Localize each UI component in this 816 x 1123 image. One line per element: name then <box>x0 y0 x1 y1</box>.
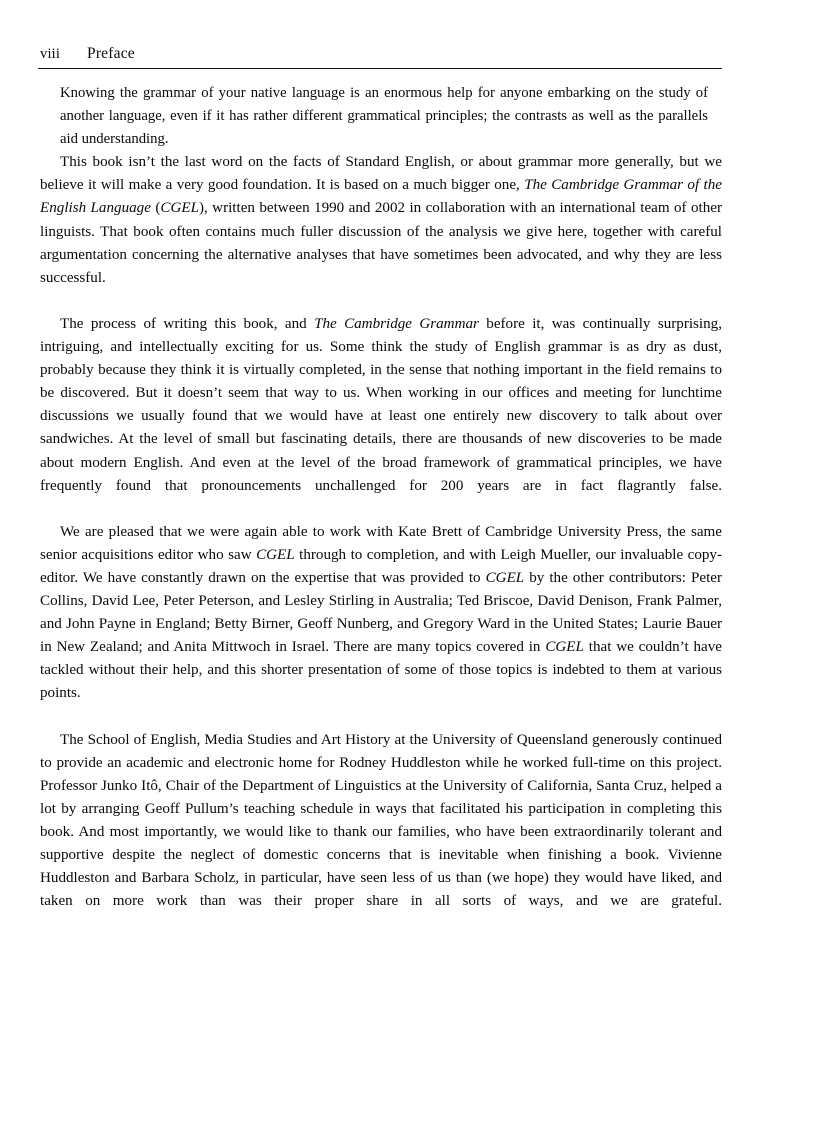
para-this-book <box>40 151 722 313</box>
text-run: that we couldn’t have tackled without their help, and this shorter presentation of some of those topics is indebted to them at various points. <box>40 639 722 702</box>
italic-run: CGEL <box>160 200 199 217</box>
para-we-are-pleased <box>40 521 722 729</box>
block-quote-extract <box>60 82 708 151</box>
extract-text: Knowing the grammar of your native language is an enormous help for anyone embarking on the study of another language, even if it has rather different grammatical principles; the contrasts as well as the parallels aid understanding. <box>60 85 708 148</box>
text-run: through to completion, and with Leigh Mueller, our invaluable copy-editor. We have constantly drawn on the expertise that was provided to <box>40 546 722 586</box>
italic-run: The Cambridge Grammar of the English Language <box>40 177 722 217</box>
italic-run: CGEL <box>545 639 584 656</box>
text-run: ), written between 1990 and 2002 in collaboration with an international team of other linguists. That book often contains much fuller discussion of the analysis we give here, together with careful argumentation concerning the alternative analyses that have sometimes been advocated, and why they are less successful. <box>40 200 722 286</box>
text-run: The School of English, Media Studies and Art History at the University of Queensland generously continued to provide an academic and electronic home for Rodney Huddleston while he worked full-time on this project. Professor Junko Itô, Chair of the Department of Linguistics at the University of California, Santa Cruz, helped a lot by arranging Geoff Pullum’s teaching schedule in ways that facilitated his participation in completing this book. And most importantly, we would like to thank our families, who have been extraordinarily tolerant and supportive despite the neglect of domestic concerns that is inevitable when finishing a book. Vivienne Huddleston and Barbara Scholz, in particular, have seen less of us than (we hope) they would have liked, and taken on more work than was their proper share in all sorts of ways, and we are grateful. <box>40 731 722 910</box>
running-head <box>40 44 722 66</box>
italic-run: CGEL <box>256 546 295 563</box>
body-text-block <box>40 82 722 936</box>
italic-run: The Cambridge Grammar <box>314 315 479 332</box>
text-run: ( <box>150 200 161 217</box>
text-run: before it, was continually surprising, intriguing, and intellectually exciting for us. Some think the study of English grammar is as dry as dust, probably because they think it is virtually completed, in the sense that nothing important in the field remains to be discovered. But it doesn’t seem that way to us. When working in our offices and meeting for lunchtime discussions we usually found that we would have at least one entirely new discovery to talk about over sandwiches. At the level of small but fascinating details, there are thousands of new discoveries to be made about modern English. And even at the level of the broad framework of grammatical principles, we have frequently found that pronouncements unchallenged for 200 years are in fact flagrantly false. <box>40 315 722 494</box>
text-run: The process of writing this book, and <box>60 315 315 332</box>
text-run: by the other contributors: Peter Collins, David Lee, Peter Peterson, and Lesley Stirling in Australia; Ted Briscoe, David Denison, Frank Palmer, and John Payne in England; Betty Birner, Geoff Nunberg, and Gregory Ward in the United States; Laurie Bauer in New Zealand; and Anita Mittwoch in Israel. There are many topics covered in <box>40 569 722 656</box>
running-head-title: Preface <box>87 45 135 62</box>
text-run: This book isn’t the last word on the facts of Standard English, or about grammar more generally, but we believe it will make a very good foundation. It is based on a much bigger one, <box>40 154 722 194</box>
paragraph-host <box>40 151 722 936</box>
text-run: We are pleased that we were again able to work with Kate Brett of Cambridge University Press, the same senior acquisitions editor who saw <box>40 523 722 563</box>
header-rule <box>38 68 722 69</box>
para-the-school <box>40 729 722 937</box>
page-folio: viii <box>40 46 61 62</box>
italic-run: CGEL <box>485 569 525 586</box>
para-the-process <box>40 313 722 521</box>
